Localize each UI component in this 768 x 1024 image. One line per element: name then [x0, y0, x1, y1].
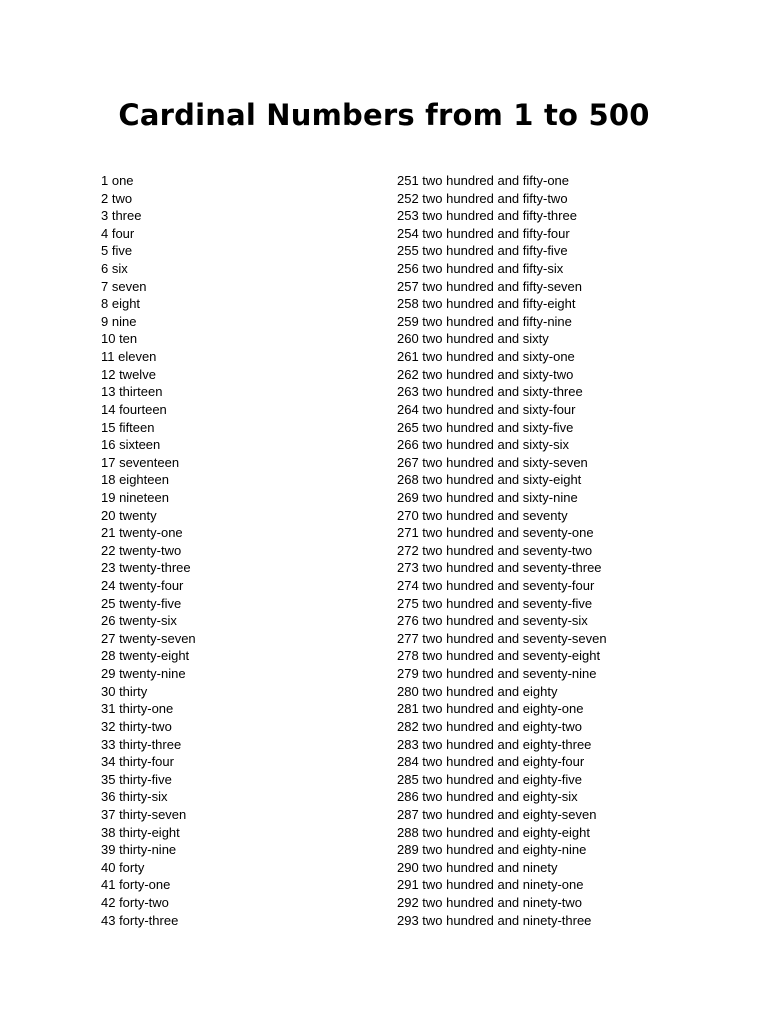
list-item: 4 four [101, 225, 135, 241]
list-item: 2 two [101, 190, 133, 206]
list-item: 30 thirty [101, 683, 148, 699]
list-item: 19 nineteen [101, 489, 169, 505]
list-item: 277 two hundred and seventy-seven [397, 630, 607, 646]
list-item: 12 twelve [101, 366, 156, 382]
list-item: 36 thirty-six [101, 789, 168, 805]
list-item: 286 two hundred and eighty-six [397, 789, 578, 805]
list-item: 265 two hundred and sixty-five [397, 419, 574, 435]
list-item: 281 two hundred and eighty-one [397, 701, 584, 717]
list-item: 254 two hundred and fifty-four [397, 225, 570, 241]
list-item: 287 two hundred and eighty-seven [397, 806, 597, 822]
list-item: 29 twenty-nine [101, 666, 186, 682]
list-item: 268 two hundred and sixty-eight [397, 472, 582, 488]
list-item: 23 twenty-three [101, 560, 191, 576]
list-item: 17 seventeen [101, 454, 180, 470]
list-item: 272 two hundred and seventy-two [397, 542, 593, 558]
list-item: 263 two hundred and sixty-three [397, 384, 583, 400]
list-item: 256 two hundred and fifty-six [397, 261, 564, 277]
page-title: Cardinal Numbers from 1 to 500 [118, 98, 650, 132]
list-item: 252 two hundred and fifty-two [397, 190, 568, 206]
list-item: 259 two hundred and fifty-nine [397, 313, 572, 329]
list-item: 276 two hundred and seventy-six [397, 613, 588, 629]
list-item: 278 two hundred and seventy-eight [397, 648, 601, 664]
list-item: 7 seven [101, 278, 147, 294]
list-item: 21 twenty-one [101, 525, 183, 541]
list-item: 271 two hundred and seventy-one [397, 525, 594, 541]
list-item: 270 two hundred and seventy [397, 507, 568, 523]
list-item: 41 forty-one [101, 877, 171, 893]
list-item: 283 two hundred and eighty-three [397, 736, 592, 752]
list-item: 9 nine [101, 313, 137, 329]
list-item: 34 thirty-four [101, 754, 174, 770]
list-item: 43 forty-three [101, 912, 179, 928]
list-item: 253 two hundred and fifty-three [397, 208, 577, 224]
list-item: 39 thirty-nine [101, 842, 177, 858]
list-item: 269 two hundred and sixty-nine [397, 489, 578, 505]
list-item: 288 two hundred and eighty-eight [397, 824, 590, 840]
list-item: 284 two hundred and eighty-four [397, 754, 585, 770]
number-list-right [397, 172, 737, 929]
list-item: 279 two hundred and seventy-nine [397, 666, 597, 682]
list-item: 1 one [101, 173, 134, 188]
list-item: 274 two hundred and seventy-four [397, 578, 595, 594]
list-item: 275 two hundred and seventy-five [397, 595, 593, 611]
list-item: 292 two hundred and ninety-two [397, 894, 583, 910]
list-item: 262 two hundred and sixty-two [397, 366, 574, 382]
list-item: 18 eighteen [101, 472, 169, 488]
list-item: 14 fourteen [101, 401, 167, 417]
list-item: 293 two hundred and ninety-three [397, 912, 592, 928]
list-item: 3 three [101, 208, 142, 224]
list-item: 291 two hundred and ninety-one [397, 877, 584, 893]
list-item: 22 twenty-two [101, 542, 182, 558]
list-item: 32 thirty-two [101, 718, 172, 734]
list-item: 264 two hundred and sixty-four [397, 401, 576, 417]
list-item: 273 two hundred and seventy-three [397, 560, 602, 576]
list-item: 13 thirteen [101, 384, 163, 400]
list-item: 20 twenty [101, 507, 157, 523]
list-item: 25 twenty-five [101, 595, 182, 611]
list-item: 260 two hundred and sixty [397, 331, 549, 347]
list-item: 11 eleven [101, 349, 157, 365]
list-item: 289 two hundred and eighty-nine [397, 842, 587, 858]
list-item: 38 thirty-eight [101, 824, 180, 840]
list-item: 285 two hundred and eighty-five [397, 771, 583, 787]
list-item: 24 twenty-four [101, 578, 184, 594]
list-item: 257 two hundred and fifty-seven [397, 278, 583, 294]
list-item: 258 two hundred and fifty-eight [397, 296, 576, 312]
list-item: 15 fifteen [101, 419, 155, 435]
number-list-left [101, 172, 371, 929]
list-item: 27 twenty-seven [101, 630, 196, 646]
list-item: 280 two hundred and eighty [397, 683, 558, 699]
list-item: 266 two hundred and sixty-six [397, 437, 569, 453]
list-item: 290 two hundred and ninety [397, 859, 558, 875]
list-item: 16 sixteen [101, 437, 161, 453]
list-item: 261 two hundred and sixty-one [397, 349, 575, 365]
list-item: 37 thirty-seven [101, 806, 187, 822]
list-item: 40 forty [101, 859, 145, 875]
list-item: 33 thirty-three [101, 736, 182, 752]
list-item: 31 thirty-one [101, 701, 174, 717]
list-item: 35 thirty-five [101, 771, 172, 787]
list-item: 26 twenty-six [101, 613, 177, 629]
list-item: 8 eight [101, 296, 141, 312]
list-item: 28 twenty-eight [101, 648, 190, 664]
list-item: 42 forty-two [101, 894, 169, 910]
list-item: 267 two hundred and sixty-seven [397, 454, 588, 470]
list-item: 282 two hundred and eighty-two [397, 718, 583, 734]
list-item: 6 six [101, 261, 128, 277]
list-item: 255 two hundred and fifty-five [397, 243, 568, 259]
list-item: 251 two hundred and fifty-one [397, 173, 570, 188]
list-item: 5 five [101, 243, 133, 259]
list-item: 10 ten [101, 331, 138, 347]
